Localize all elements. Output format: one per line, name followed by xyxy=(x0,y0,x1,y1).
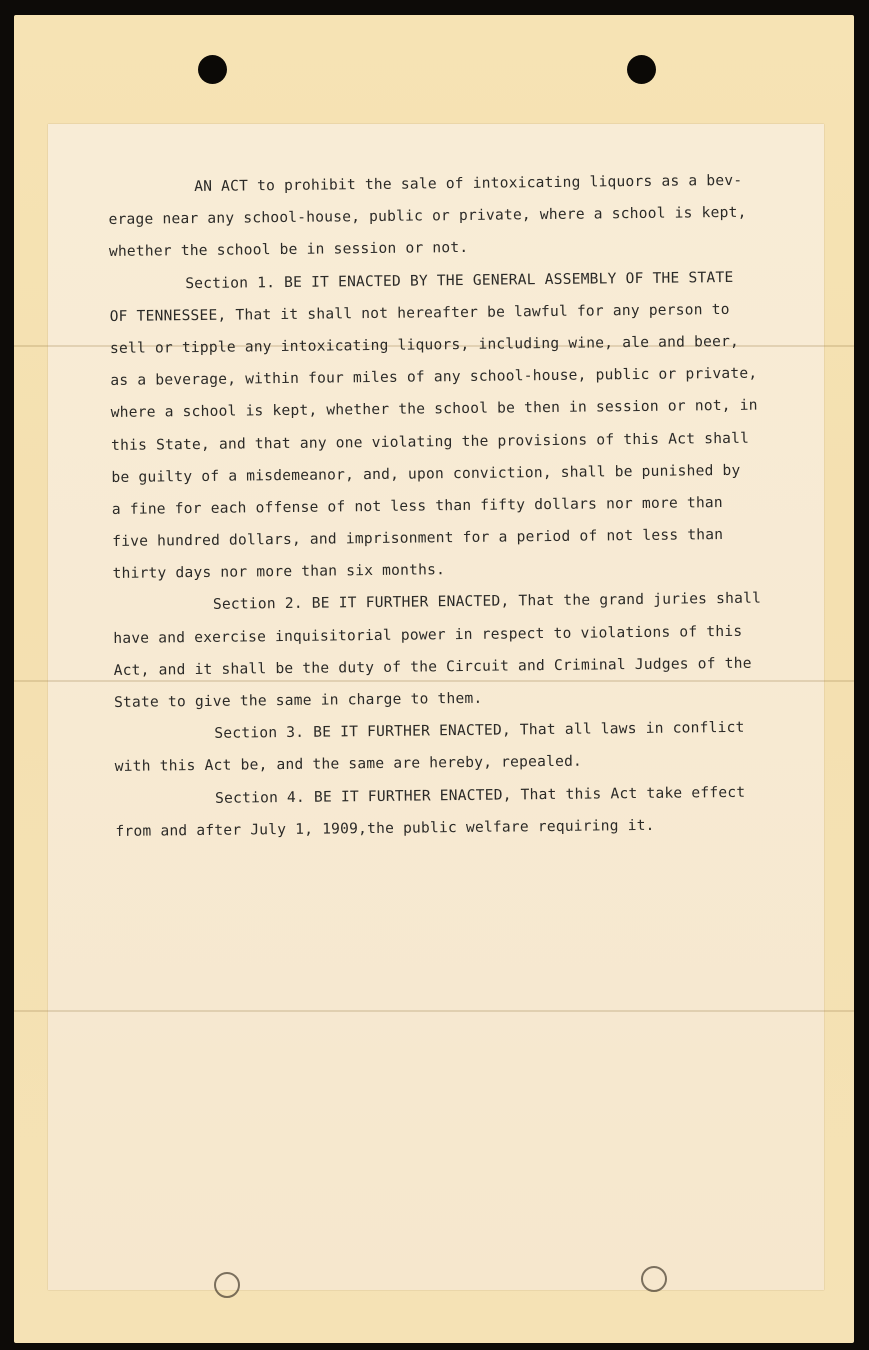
faint-punch-mark-right xyxy=(641,1266,667,1292)
section-2-line: have and exercise inquisitorial power in respect to violations of this xyxy=(113,622,743,647)
punch-hole-left xyxy=(198,55,227,84)
section-2-line: Act, and it shall be the duty of the Circuit and Criminal Judges of the xyxy=(113,654,752,679)
section-3-line: with this Act be, and the same are hereby, repealed. xyxy=(114,753,583,776)
section-2-line: State to give the same in charge to them. xyxy=(113,689,483,711)
section-1-line: sell or tipple any intoxicating liquors, including wine, ale and beer, xyxy=(109,332,740,357)
title-line: erage near any school-house, public or private, where a school is kept, xyxy=(108,203,747,229)
section-1-line: as a beverage, within four miles of any school-house, public or private, xyxy=(110,364,758,390)
section-1-line: this State, and that any one violating the provisions of this Act shall xyxy=(111,429,750,454)
fold-line xyxy=(14,1010,854,1012)
title-line: AN ACT to prohibit the sale of intoxicating liquors as a bev- xyxy=(194,171,743,196)
section-4-line: from and after July 1, 1909,the public welfare requiring it. xyxy=(115,816,655,840)
section-1-line: Section 1. BE IT ENACTED BY THE GENERAL ASSEMBLY OF THE STATE xyxy=(185,268,734,292)
punch-hole-right xyxy=(627,55,656,84)
faint-punch-mark-left xyxy=(214,1272,240,1298)
section-1-line: be guilty of a misdemeanor, and, upon conviction, shall be punished by xyxy=(111,461,741,486)
act-text xyxy=(108,164,816,848)
section-1-line: five hundred dollars, and imprisonment for a period of not less than xyxy=(112,526,724,551)
section-1-line: thirty days nor more than six months. xyxy=(112,561,446,583)
title-line: whether the school be in session or not. xyxy=(108,239,469,261)
section-1-line: where a school is kept, whether the school be then in session or not, in xyxy=(110,396,758,422)
section-1-line: OF TENNESSEE, That it shall not hereafter be lawful for any person to xyxy=(109,300,730,325)
section-3-line: Section 3. BE IT FURTHER ENACTED, That all laws in conflict xyxy=(214,719,745,743)
section-1-line: a fine for each offense of not less than fifty dollars nor more than xyxy=(111,493,723,518)
section-2-line: Section 2. BE IT FURTHER ENACTED, That the grand juries shall xyxy=(212,590,762,614)
section-4-line: Section 4. BE IT FURTHER ENACTED, That this Act take effect xyxy=(215,783,746,807)
